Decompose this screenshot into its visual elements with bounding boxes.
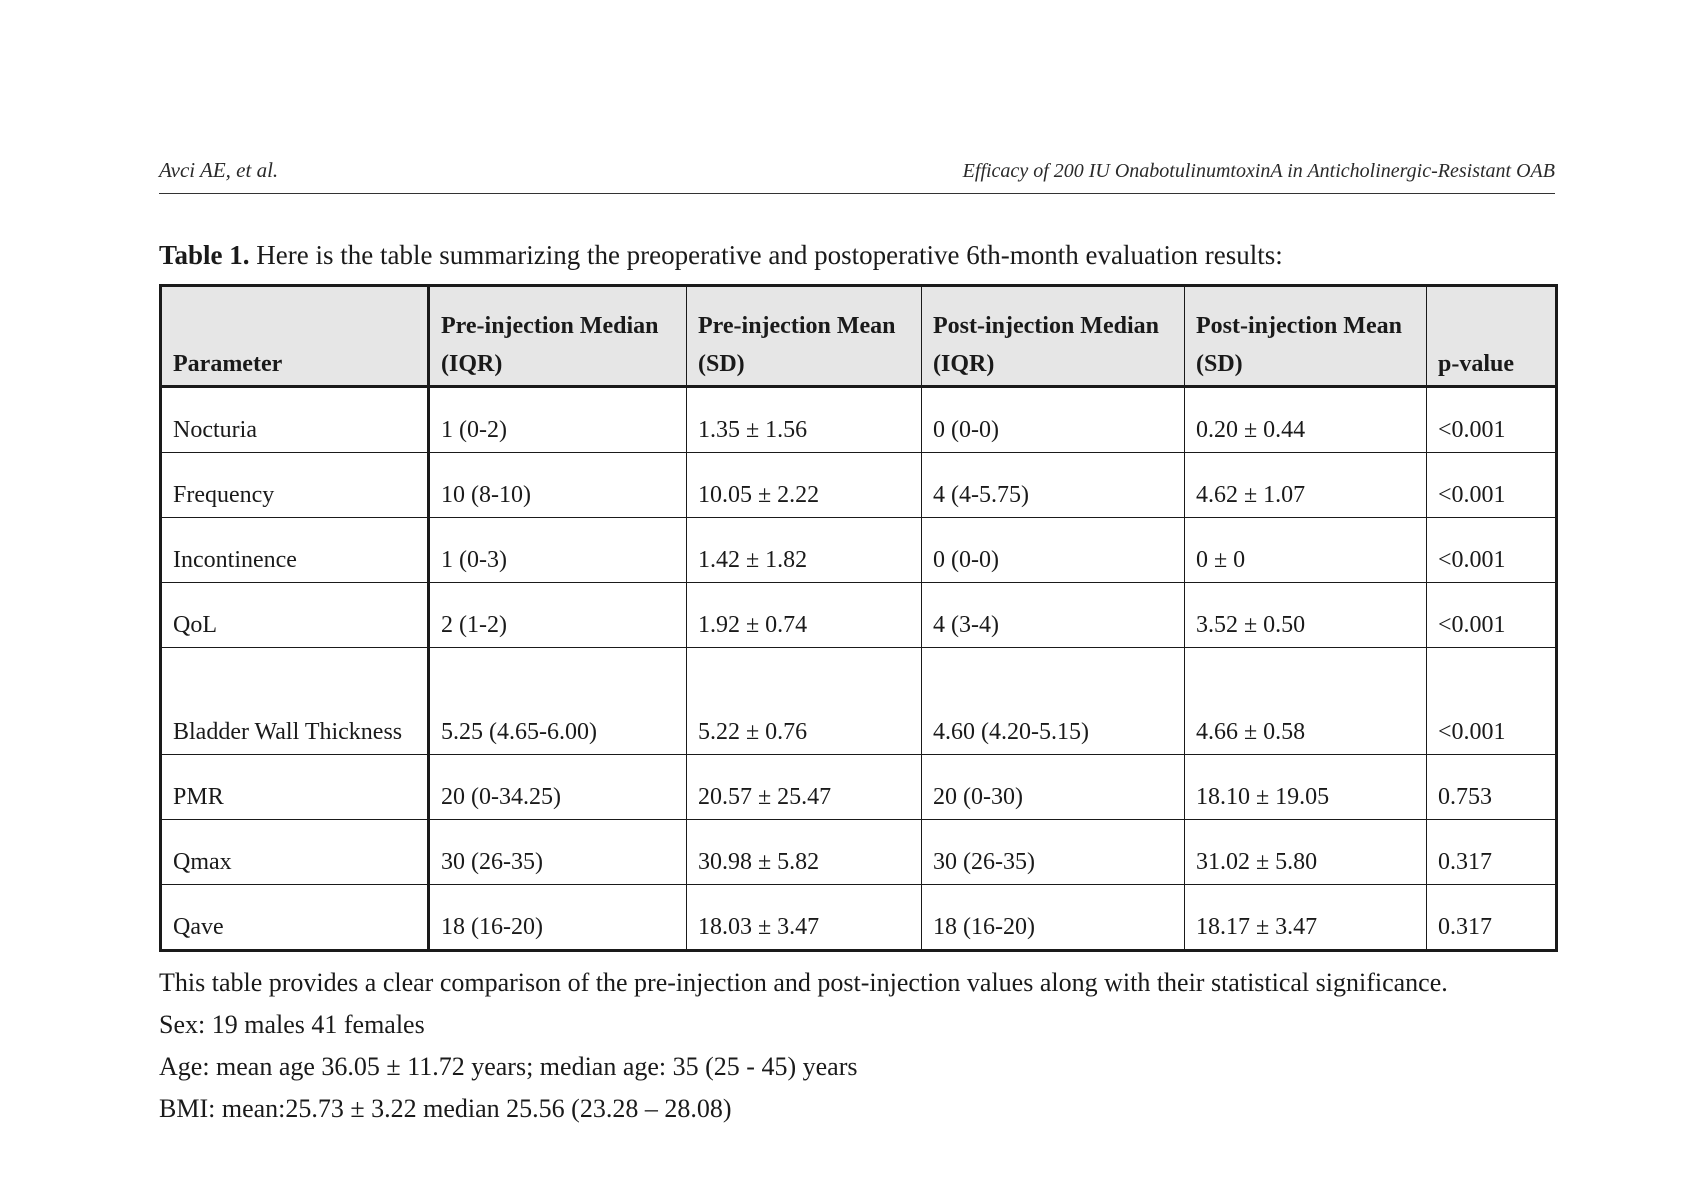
table-cell: 18.10 ± 19.05 [1185, 755, 1427, 820]
table-cell: 4 (4-5.75) [922, 453, 1185, 518]
table-row [161, 453, 1557, 518]
running-head-title: Efficacy of 200 IU OnabotulinumtoxinA in Anticholinergic-Resistant OAB [962, 160, 1555, 182]
note-bmi: BMI: mean:25.73 ± 3.22 median 25.56 (23.28 – 28.08) [159, 1094, 732, 1123]
table-cell: QoL [161, 583, 429, 648]
table-cell: 18.03 ± 3.47 [687, 885, 922, 951]
table-row [161, 583, 1557, 648]
table-cell: 18 (16-20) [922, 885, 1185, 951]
table-cell: 1.35 ± 1.56 [687, 387, 922, 453]
column-header-pre-median: Pre-injection Median (IQR) [429, 286, 687, 387]
table-row [161, 885, 1557, 951]
table-cell: 0 (0-0) [922, 518, 1185, 583]
table-cell: 18.17 ± 3.47 [1185, 885, 1427, 951]
table-cell: Frequency [161, 453, 429, 518]
column-header-parameter: Parameter [161, 286, 429, 387]
table-row [161, 755, 1557, 820]
table-cell: 0 (0-0) [922, 387, 1185, 453]
table-header-row [161, 286, 1557, 387]
note-summary: This table provides a clear comparison of the pre-injection and post-injection values along with their statistical significance. [159, 968, 1448, 997]
table-cell: Bladder Wall Thickness [161, 648, 429, 755]
table-cell: 5.25 (4.65-6.00) [429, 648, 687, 755]
table-caption [159, 240, 1555, 271]
note-sex: Sex: 19 males 41 females [159, 1010, 425, 1039]
column-header-post-median: Post-injection Median (IQR) [922, 286, 1185, 387]
table-row [161, 648, 1557, 755]
table-cell: Qave [161, 885, 429, 951]
table-cell: 1 (0-3) [429, 518, 687, 583]
table-cell: <0.001 [1427, 518, 1557, 583]
table-cell: 0.20 ± 0.44 [1185, 387, 1427, 453]
table-cell: 1.42 ± 1.82 [687, 518, 922, 583]
table-cell: 30 (26-35) [429, 820, 687, 885]
table-cell: Qmax [161, 820, 429, 885]
table-row [161, 518, 1557, 583]
table-cell: 10.05 ± 2.22 [687, 453, 922, 518]
running-head [159, 158, 1555, 183]
table-cell: <0.001 [1427, 648, 1557, 755]
table-cell: 5.22 ± 0.76 [687, 648, 922, 755]
table-cell: 20.57 ± 25.47 [687, 755, 922, 820]
table-cell: 10 (8-10) [429, 453, 687, 518]
table-cell: 4.62 ± 1.07 [1185, 453, 1427, 518]
table-cell: 31.02 ± 5.80 [1185, 820, 1427, 885]
table-cell: <0.001 [1427, 583, 1557, 648]
table-cell: 4.66 ± 0.58 [1185, 648, 1427, 755]
table-cell: 20 (0-30) [922, 755, 1185, 820]
table-cell: 30.98 ± 5.82 [687, 820, 922, 885]
table-cell: 30 (26-35) [922, 820, 1185, 885]
table-row [161, 387, 1557, 453]
header-rule [159, 193, 1555, 194]
table-cell: Incontinence [161, 518, 429, 583]
table-cell: 0.753 [1427, 755, 1557, 820]
table-notes [159, 962, 1579, 1130]
results-table [159, 284, 1558, 952]
running-head-authors: Avci AE, et al. [159, 158, 279, 182]
table-cell: 20 (0-34.25) [429, 755, 687, 820]
table-cell: 4.60 (4.20-5.15) [922, 648, 1185, 755]
table-row [161, 820, 1557, 885]
column-header-post-mean: Post-injection Mean (SD) [1185, 286, 1427, 387]
table-cell: 1 (0-2) [429, 387, 687, 453]
table-cell: 1.92 ± 0.74 [687, 583, 922, 648]
table-cell: 18 (16-20) [429, 885, 687, 951]
table-cell: 0.317 [1427, 885, 1557, 951]
table-caption-text: Here is the table summarizing the preoperative and postoperative 6th-month evaluation results: [249, 240, 1283, 270]
table-cell: PMR [161, 755, 429, 820]
table-cell: <0.001 [1427, 453, 1557, 518]
table-cell: 0.317 [1427, 820, 1557, 885]
table-cell: 2 (1-2) [429, 583, 687, 648]
table-cell: Nocturia [161, 387, 429, 453]
column-header-p-value: p-value [1427, 286, 1557, 387]
table-cell: 3.52 ± 0.50 [1185, 583, 1427, 648]
table-cell: 4 (3-4) [922, 583, 1185, 648]
table-cell: <0.001 [1427, 387, 1557, 453]
note-age: Age: mean age 36.05 ± 11.72 years; median age: 35 (25 - 45) years [159, 1052, 858, 1081]
table-caption-label: Table 1. [159, 240, 250, 270]
column-header-pre-mean: Pre-injection Mean (SD) [687, 286, 922, 387]
table-cell: 0 ± 0 [1185, 518, 1427, 583]
